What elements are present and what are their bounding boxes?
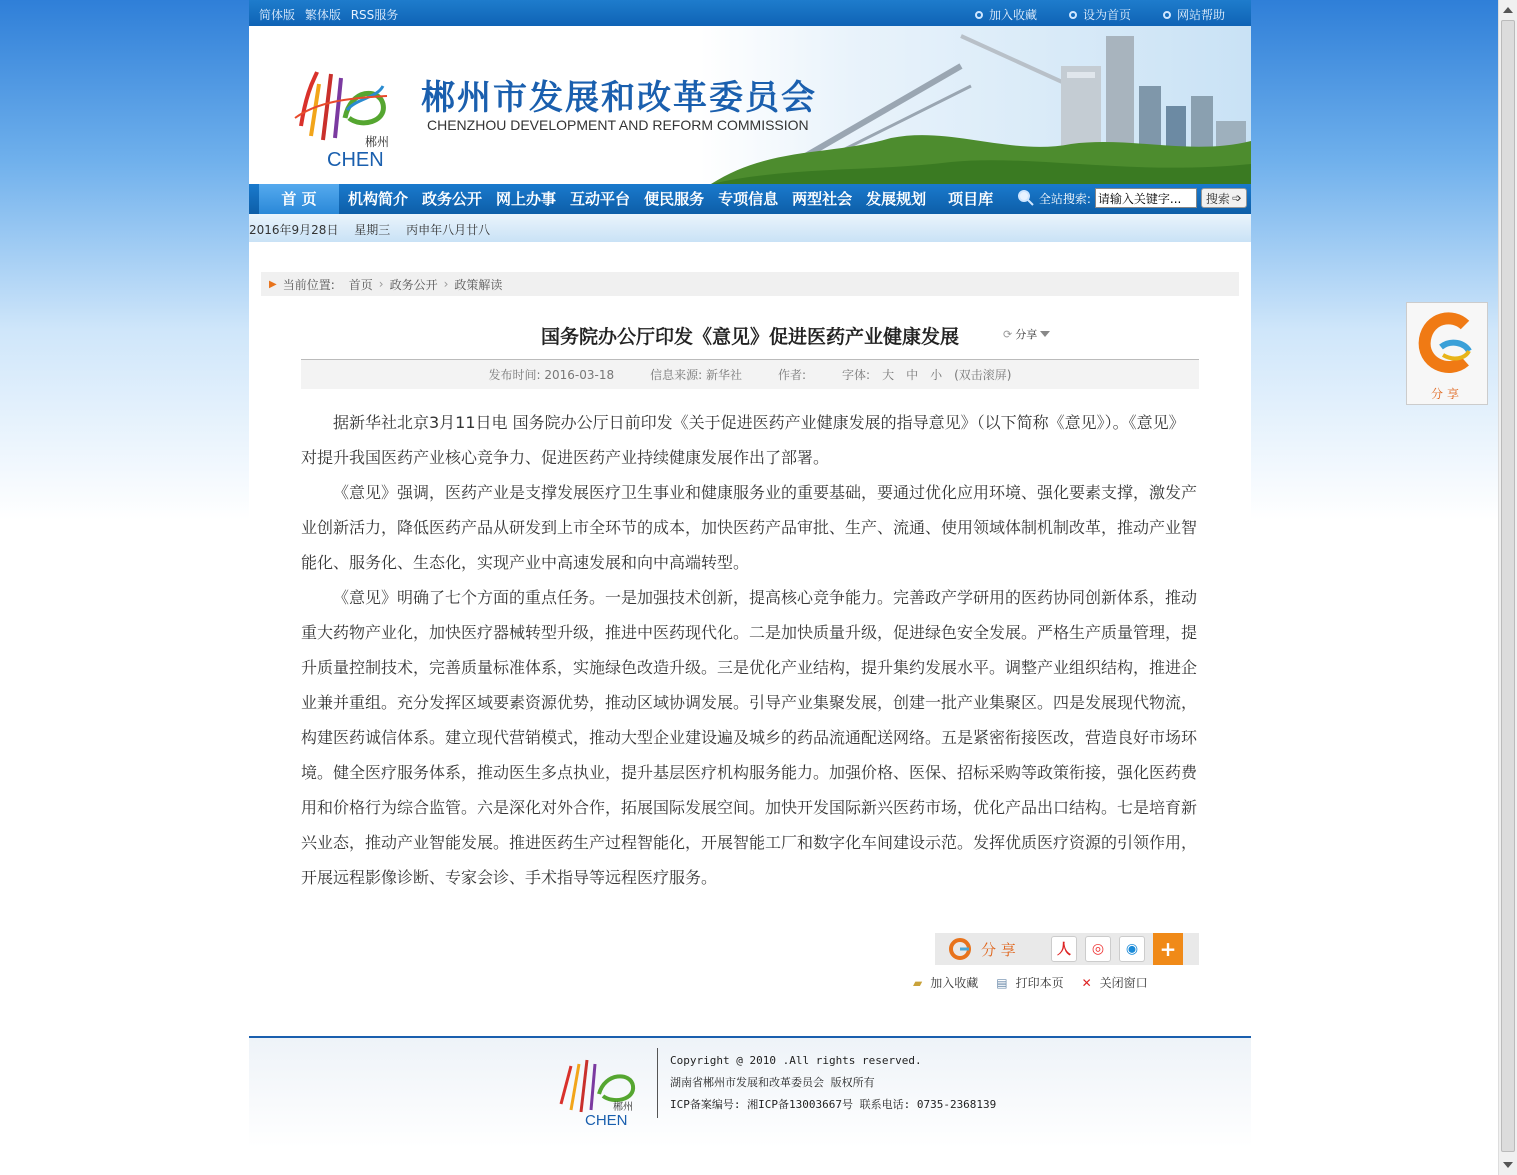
footer <box>249 1036 1251 1175</box>
footer-divider <box>657 1048 658 1118</box>
article-title: 国务院办公厅印发《意见》促进医药产业健康发展 <box>540 326 959 348</box>
article-meta <box>301 359 1199 389</box>
magnifier-icon <box>1017 189 1035 207</box>
simplified-link[interactable]: 简体版 <box>259 8 296 22</box>
breadcrumb-label: 当前位置: <box>282 277 335 292</box>
breadcrumb <box>261 272 1239 296</box>
arrow-right-icon: ➩ <box>1231 191 1242 205</box>
add-favorite-button[interactable]: ▰ 加入收藏 <box>913 975 979 990</box>
font-size-controls: 字体: 大 中 小 (双击滚屏) <box>842 368 1012 382</box>
share-bar <box>935 933 1199 965</box>
header-banner <box>249 26 1251 184</box>
nav-public-services[interactable]: 便民服务 <box>644 190 705 208</box>
nav-interaction[interactable]: 互动平台 <box>570 190 631 208</box>
search-button[interactable]: 搜索 ➩ <box>1201 188 1247 208</box>
article-paragraph: 《意见》强调，医药产业是支撑发展医疗卫生事业和健康服务业的重要基础，要通过优化应用环境、强化要素支撑，激发产业创新活力，降低医药产品从研发到上市全环节的成本，加快医药产品审批、生产、流通、使用领域体制机制改革，推动产业智能化、服务化、生态化，实现产业中高速发展和向中高端转型。 <box>301 483 1198 572</box>
folder-icon: ▰ <box>913 975 923 990</box>
arrow-icon: ▶ <box>269 278 277 290</box>
language-links <box>259 6 404 23</box>
more-share-button[interactable]: + <box>1153 933 1183 965</box>
font-large-button[interactable]: 大 <box>882 368 895 382</box>
article-actions <box>913 974 1148 991</box>
site-search <box>1017 188 1247 208</box>
icp-info: ICP备案编号: 湘ICP备13003667号 联系电话: 0735-2368139 <box>670 1098 997 1111</box>
scroll-hint: (双击滚屏) <box>954 368 1012 382</box>
gregorian-date: 2016年9月28日 <box>249 223 339 237</box>
site-title: 郴州市发展和改革委员会 <box>421 78 817 118</box>
share-label[interactable]: 分 享 <box>935 938 1051 960</box>
date-bar <box>249 214 1251 242</box>
nav-home[interactable]: 首 页 <box>259 184 339 214</box>
chevron-right-icon: › <box>443 277 449 291</box>
nav-online-services[interactable]: 网上办事 <box>496 190 557 208</box>
tencent-share-icon[interactable]: ◉ <box>1119 936 1145 962</box>
close-icon: ✕ <box>1081 975 1092 990</box>
share-icon: ⟳ <box>1003 327 1013 341</box>
author: 作者: <box>777 368 807 382</box>
font-small-button[interactable]: 小 <box>930 368 943 382</box>
main-nav <box>249 184 1251 214</box>
share-logo-icon <box>1407 303 1489 385</box>
nav-about[interactable]: 机构简介 <box>348 190 409 208</box>
top-bar <box>249 0 1251 26</box>
chevron-right-icon: › <box>378 277 384 291</box>
article-paragraph: 据新华社北京3月11日电 国务院办公厅日前印发《关于促进医药产业健康发展的指导意见》（以下简称《意见》）。《意见》对提升我国医药产业核心竞争力、促进医药产业持续健康发展作出了部署。 <box>301 413 1185 467</box>
lunar-date: 丙申年八月廿八 <box>406 223 491 237</box>
svg-text:郴州: 郴州 <box>365 135 390 149</box>
site-subtitle: CHENZHOU DEVELOPMENT AND REFORM COMMISSION <box>427 117 809 133</box>
scroll-up-icon[interactable] <box>1503 7 1513 13</box>
print-button[interactable]: ▤ 打印本页 <box>996 975 1064 990</box>
footer-info <box>670 1050 996 1116</box>
owner: 湖南省郴州市发展和改革委员会 版权所有 <box>670 1076 875 1089</box>
article-paragraph: 《意见》明确了七个方面的重点任务。一是加强技术创新，提高核心竞争能力。完善政产学研用的医药协同创新体系，推动重大药物产业化，加快医疗器械转型升级，推进中医药现代化。二是加快质量升级，促进绿色安全发展。严格生产质量管理，提升质量控制技术，完善质量标准体系，实施绿色改造升级。三是优化产业结构，提升集约发展水平。调整产业组织结构，推进企业兼并重组。充分发挥区域要素资源优势，推动区域协调发展。引导产业集聚发展，创建一批产业集聚区。四是发展现代物流，构建医药诚信体系。建立现代营销模式，推动大型企业建设遍及城乡的药品流通配送网络。五是紧密衔接医改，营造良好市场环境。健全医疗服务体系，推动医生多点执业，提升基层医疗机构服务能力。加强价格、医保、招标采购等政策衔接，强化医药费用和价格行为综合监管。六是深化对外合作，拓展国际发展空间。加快开发国际新兴医药市场，优化产品出口结构。七是培育新兴业态，推动产业智能发展。推进医药生产过程智能化，开展智能工厂和数字化车间建设示范。发挥优质医疗资源的引领作用，开展远程影像诊断、专家会诊、手术指导等远程医疗服务。 <box>301 588 1198 887</box>
page <box>249 0 1251 1175</box>
footer-logo <box>551 1048 641 1128</box>
breadcrumb-gov-affairs[interactable]: 政务公开 <box>389 277 438 292</box>
pdf-share-icon[interactable]: 人 <box>1051 936 1077 962</box>
scroll-down-icon[interactable] <box>1503 1162 1513 1168</box>
search-label: 全站搜索: <box>1038 191 1091 206</box>
font-medium-button[interactable]: 中 <box>906 368 919 382</box>
nav-two-type-society[interactable]: 两型社会 <box>792 190 853 208</box>
weekday: 星期三 <box>354 223 391 237</box>
search-input[interactable] <box>1095 188 1197 208</box>
chenzhou-logo[interactable] <box>287 48 397 168</box>
traditional-link[interactable]: 繁体版 <box>304 8 341 22</box>
source: 信息来源: 新华社 <box>650 368 742 382</box>
svg-text:郴州: 郴州 <box>613 1102 633 1113</box>
floating-share-button[interactable]: 分享 <box>1406 302 1488 405</box>
printer-icon: ▤ <box>996 975 1008 990</box>
publish-date: 发布时间: 2016-03-18 <box>488 368 615 382</box>
add-favorite-link[interactable]: 加入收藏 <box>975 6 1037 23</box>
copyright: Copyright @ 2010 .All rights reserved. <box>670 1054 922 1067</box>
vertical-scrollbar[interactable] <box>1498 0 1517 1175</box>
share-logo-icon <box>949 938 971 960</box>
breadcrumb-policy[interactable]: 政策解读 <box>454 277 503 292</box>
close-window-button[interactable]: ✕ 关闭窗口 <box>1081 975 1148 990</box>
top-links <box>975 6 1225 23</box>
svg-text:CHEN: CHEN <box>585 1112 628 1128</box>
nav-development-plan[interactable]: 发展规划 <box>866 190 927 208</box>
set-homepage-link[interactable]: 设为首页 <box>1069 6 1131 23</box>
chevron-down-icon <box>1040 331 1050 337</box>
breadcrumb-home[interactable]: 首页 <box>348 277 373 292</box>
rss-link[interactable]: RSS服务 <box>350 8 399 22</box>
site-help-link[interactable]: 网站帮助 <box>1163 6 1225 23</box>
bullet-icon <box>1069 11 1077 19</box>
article-body <box>301 405 1199 895</box>
scrollbar-thumb[interactable] <box>1501 20 1515 1152</box>
nav-project-library[interactable]: 项目库 <box>948 190 994 208</box>
share-dropdown[interactable]: ⟳ 分享 <box>1003 326 1050 342</box>
nav-special-info[interactable]: 专项信息 <box>718 190 779 208</box>
weibo-share-icon[interactable]: ◎ <box>1085 936 1111 962</box>
nav-gov-affairs[interactable]: 政务公开 <box>422 190 483 208</box>
city-skyline-image <box>711 26 1251 184</box>
bullet-icon <box>975 11 983 19</box>
bullet-icon <box>1163 11 1171 19</box>
svg-text:CHEN: CHEN <box>327 149 384 168</box>
